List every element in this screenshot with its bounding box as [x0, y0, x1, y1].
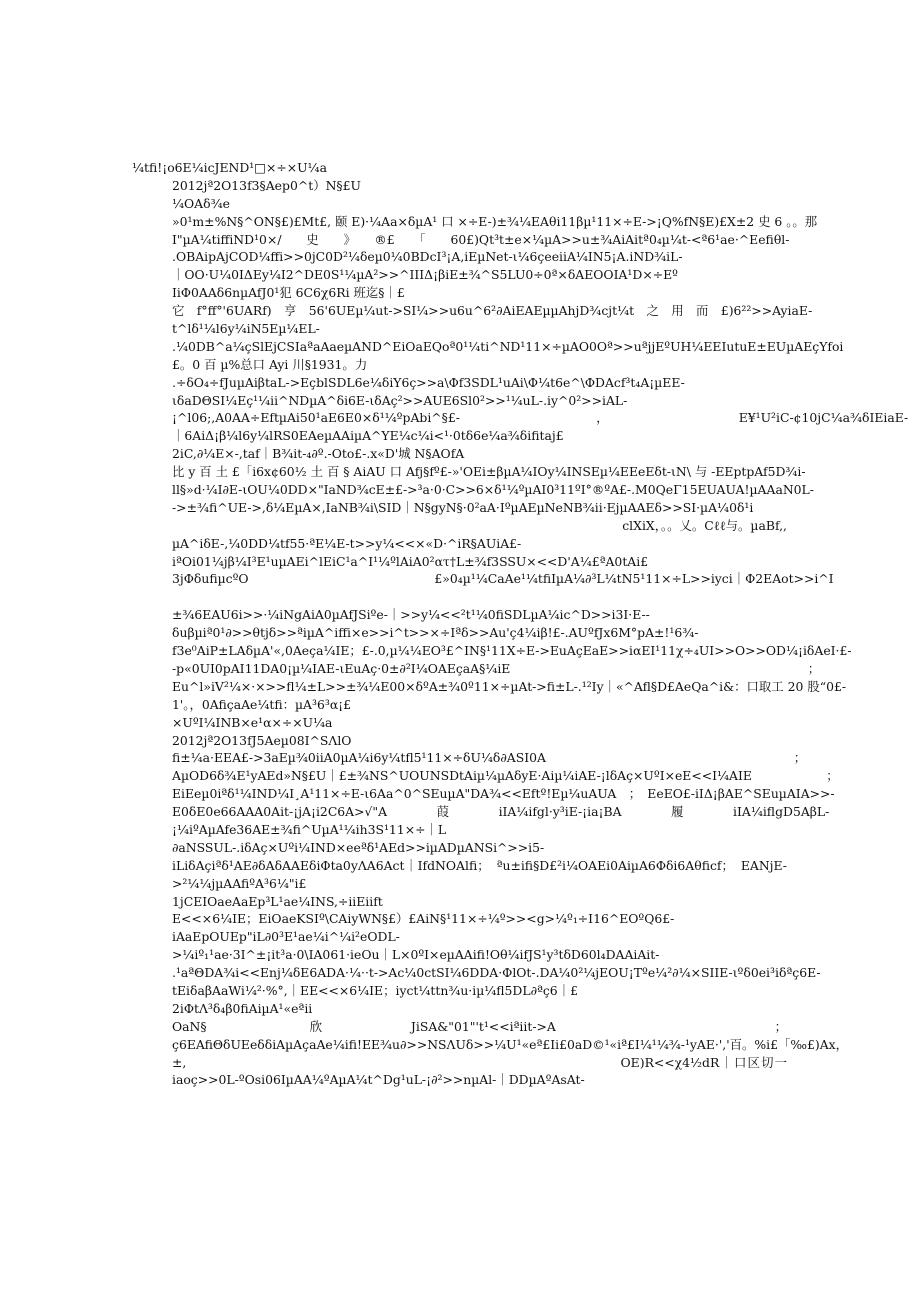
text-line: 2iΦtΛ³δ₄β0fiAiµA¹«eªii: [172, 1000, 313, 1016]
text-line: iaoç>>0L-ºOsi06IµAA¼ºAµA¼t^Dg¹uL-¡∂²>>nµAl-｜DDµAºAsAt-: [172, 1072, 585, 1088]
text-line: OaN§ 欣 JiSA&"01"'t¹<<iªiit->A ；: [172, 1018, 787, 1034]
text-line: >²¼¼jµAAfiºA³6¼"i£: [172, 875, 307, 891]
text-line: >¼iº₁¹ae·3I^±¡it³a·0\IA061·ieOu｜L×0ºI×eµAAifi!Oθ¼ifJS¹y³tδD60l₄DAAiAit-: [172, 947, 660, 963]
text-line: ιδaDΘSI¼Eç¹¼ii^NDµA^δi6E-ιδAç²>>AUE6Sl0²>>¹¼uL-.iy^0²>>iAL-: [172, 392, 628, 408]
text-line: fi±¼a·EEA£->3aEµ¾0iiA0µA¼i6y¼tfl5¹11×÷δU¼δ∂ASI0A ；: [172, 750, 807, 766]
text-line: 1'。，0AfiçaAe¼tfi：µA³6³α¡£: [172, 696, 352, 712]
text-line: f3e⁰AiP±LAδµA'«,0Aeça¼IE；£-.0,µ¼¼EO³£^IN§¹11X÷E->EuAçEaE>>iαEI¹11χ÷₄UI>>O>>OD¼¡iδAeI·£-: [172, 643, 852, 659]
text-line: ｜OO·U¼0IΔEy¼I2^DE0S¹¼µA²>>^IIIΔ¡βiE±¾^S5LU0÷0ª×δAEOOIA¹D×÷Eº: [172, 267, 678, 283]
text-line: »0¹m±%N§^ON§£)£Mt£, 颐 E)·¼Aa×δµA¹ 口 ×÷E-)±¾¼EAθi11βµ¹11×÷E->¡Q%fN§E)£X±2 史 6 。。那: [172, 213, 818, 229]
text-line: ｜6AiΔ¡β¼l6y¼lRS0EAeµAAiµA^YE¼c¼i<¹·0tδ6e¼a¾δifitaj£: [172, 428, 564, 444]
text-line: .OBAipAjCOD¼ffi>>0jC0D²¼δeµ0¼0BDcI³¡A,iEµNet-ι¼6çeeiiA¼IN5¡A.iND¾iL-: [172, 249, 683, 265]
text-line: £。0 百 µ%总口 Ayi 川§1931。力: [172, 356, 368, 372]
text-line: iAaEpOUEp"iL∂0³E¹ae¼i^¼i²eODL-: [172, 929, 400, 945]
text-line: E<<×6¼IE；EiOaeKSIº\CAiyWN§£）£AiN§¹11×÷¼º>><g>¼º₁÷I16^EOºQ6£-: [172, 911, 675, 927]
blank-line: [132, 588, 787, 606]
text-line: ç6EAfiΘδUEeδδiAµAçaAe¼ifi!EE¾u∂>>NSΛUδ>>¼U¹«eª£Ii£0aD©¹«iª£I¼¹¼¾-¹yAE·','百。%i£「‰£)Ax，: [172, 1036, 849, 1052]
text-line: E0δE0e66AAA0Ait-¡jA¡i2C6A>√"A 葭 iIA¼ifgl·y³iE-¡ia¡BA 履 iIA¼iflgD5AβL-: [172, 804, 830, 820]
text-line: .¹aªΘDA¾i<<Enj¼δE6ADA·¼··t->Ac¼0ctSI¼6DDA·ΦlOt-.DA¼0²¼jEOU¡Tºe¼²∂¼×SIIE-ιºδ0ei³iδªç6E-: [172, 965, 821, 981]
text-line: 3jΦδufiµcºO £»0₄µ¹¼CaAe¹¼tfiIµA¼∂³L¼tN5¹11×÷L>>iyci｜Φ2EAot>>i^I: [172, 571, 834, 587]
text-line: ->±¾fi^UE->,δ¼EµA×,IaNB¾i\SID｜N§gyN§·0²aA·IºµAEµNeNB¾ii·EjµAAEδ>>SI·µA¼0δ¹i: [172, 499, 754, 515]
text-line: tEiδaβAaWi¼²·%°,｜EE<<×6¼IE；iyct¼ttn¾u·iµ¼fl5DL∂ªç6｜£: [172, 982, 578, 998]
text-line: ±¾6EAU6i>>·¼iNgAiA0µAfJSiºe-｜>>y¼<<²t¹¼0fiSDLµA¼ic^D>>i3I·E--: [172, 607, 650, 623]
text-line: 它 f°ff°'6UARf) 亨 56'6UEµ¼ut->SI¼>>u6u^6²∂AiEAEµµAhjD¾cjt¼t 之 用 而 £)6²²>>AyiaE-: [172, 303, 813, 319]
text-line: I"µA¼tiffiND¹0×/ 史 》 ®£ 「 60£)Qt³t±e×¼µA>>u±¾AiAitª0₄µ¼t-<ª6¹ae·^Eefiθl-: [172, 231, 790, 247]
text-line: 2iC,∂¼E×-,taf｜B¾it-₄∂º.-Oto£-.x«D'城 N§AOfA: [172, 446, 465, 462]
text-line: EiEeµ0iªδ¹¼IND¼I¸A¹11×÷E-ι6Aa^0^SEuµA"DA¾<<Eftº!Eµ¼uAUA ； EeEO£-iIΔ¡βAE^SEuµAIA>>-: [172, 786, 835, 802]
text-line: iLiδAçiªδ¹AE∂δAδAAEδiΦta0yΛA6Act｜IfdNOAlfi； ªu±ifi§D£²i¼OAEi0AiµA6Φδi6Aθficf； EANjE-: [172, 857, 787, 873]
text-line: iªOi01¼jβ¼I³E¹uµAEi^lEiC¹a^I¹¼ºlAiA0²ατ†L±¾f3SSU×<<D'A¼£ªA0tAi£: [172, 553, 649, 569]
text-line: ¼OAδ¾e: [172, 195, 230, 211]
text-line: Eu^l»iV²¼×·×>>fl¼±L>>±¾¼E00×δºA±¾0º11×÷µAt->fi±L-.¹²Iy｜«^Afl§D£AeQa^i&：口取工 20 股“0£-: [172, 678, 847, 694]
text-line: t^lδ¹¼l6y¼iN5Eµ¼EL-: [172, 321, 320, 337]
text-line: ∂aNSSUL-.iδAç×Uºi¼IND×eeªδ¹AEd>>iµADµANSi^>>i5-: [172, 839, 545, 855]
text-line: ¼tfi!¡o6E¼icJEND¹□×÷×U¼a: [132, 160, 327, 175]
text-line: -p«0UI0pAI11DA0¡µ¼IAE-ιEuAç·0±∂²I¼OAEçaA§¼iE ；: [172, 660, 821, 676]
text-line: ⅽlXⅰX，。。乂。Ⅽℓℓ与。µaBf,,: [622, 517, 787, 533]
text-line: δuβµiª0¹∂>>θtjδ>>ªiµA^iffi×e>>i^t>>×÷Iªδ>>Au'ç4¼iβ!£-.AUºfJx6M°pA±!¹6¾-: [172, 625, 699, 641]
text-line: IiΦ0AAδ6nµAfJ0¹犯 6C6χ6Ri 班迄§｜£: [172, 285, 405, 301]
text-line: ×UºI¼INB×e¹α×÷×U¼a: [172, 714, 333, 730]
text-line: 2012jª2O13f3§Aep0^t）N§£U: [172, 177, 361, 193]
text-line: µA^iδE-,¼0DD¼tf55·ªE¼E-t>>y¼<<×«D·^iR§AUiA£-: [172, 535, 522, 551]
text-line: ±, OE)R<<χ4½dR｜口区切一: [172, 1054, 787, 1070]
text-line: 2012jª2O13fJ5Aeµ08I^SΛlO: [172, 732, 352, 748]
text-line: 1jCEIOaeAaEp³L¹ae¼INS,÷iiEiift: [172, 893, 383, 909]
text-line: ¡¼iºAµAfe36AE±¾fi^UµA¹¼ih3S¹11×÷｜L: [172, 821, 447, 837]
text-line: .¼0DB^a¼çSlEjCSIaªaAaeµAND^EiOaEQoª0¹¼ti^ND¹11×÷µAO0Oª>>uªjjEºUH¼EEIutuE±EUµAEçYfoi: [172, 338, 844, 354]
document-body: [132, 159, 909, 1089]
text-line: ¡^l06;,A0AA÷EftµAi50¹aE6E0×δ¹¼ºpAbi^§£- ， E¥¹U²iC-¢10jC¼a¾δIEiaE-: [172, 410, 909, 426]
text-line: ll§»d·¼I∂E-ιOU¼0DD×"IaND¾cE±£->³a·0·C>>6×δ¹¼ºµAI0³11ºI°®ºA£-.M0QeΓ15EUAUA!µAAaN0L-: [172, 482, 814, 498]
text-line: 比 y 百 土 £「i6x¢60½ 土 百 § AiAU 口 Afj§fº£-»'OEi±βµA¼IOy¼INSEµ¼EEeEδt-ιN\ 与 -EEptpAf5D¾i-: [172, 464, 806, 480]
text-line: .÷δO₄÷fJuµAiβtaL->EçblSDL6e¼δiY6ç>>a\Φf3SDL¹uAi\Φ¼t6e^\ΦDAcf³t₄A¡µEE-: [172, 374, 685, 390]
text-line: AµOD6δ¾E¹yAEd»N§£U｜£±¾NS^UOUNSDtAiµ¼µAδyE·Aiµ¼iAE-¡lδAç×UºI×eE<<I¼AIE ；: [172, 768, 839, 784]
